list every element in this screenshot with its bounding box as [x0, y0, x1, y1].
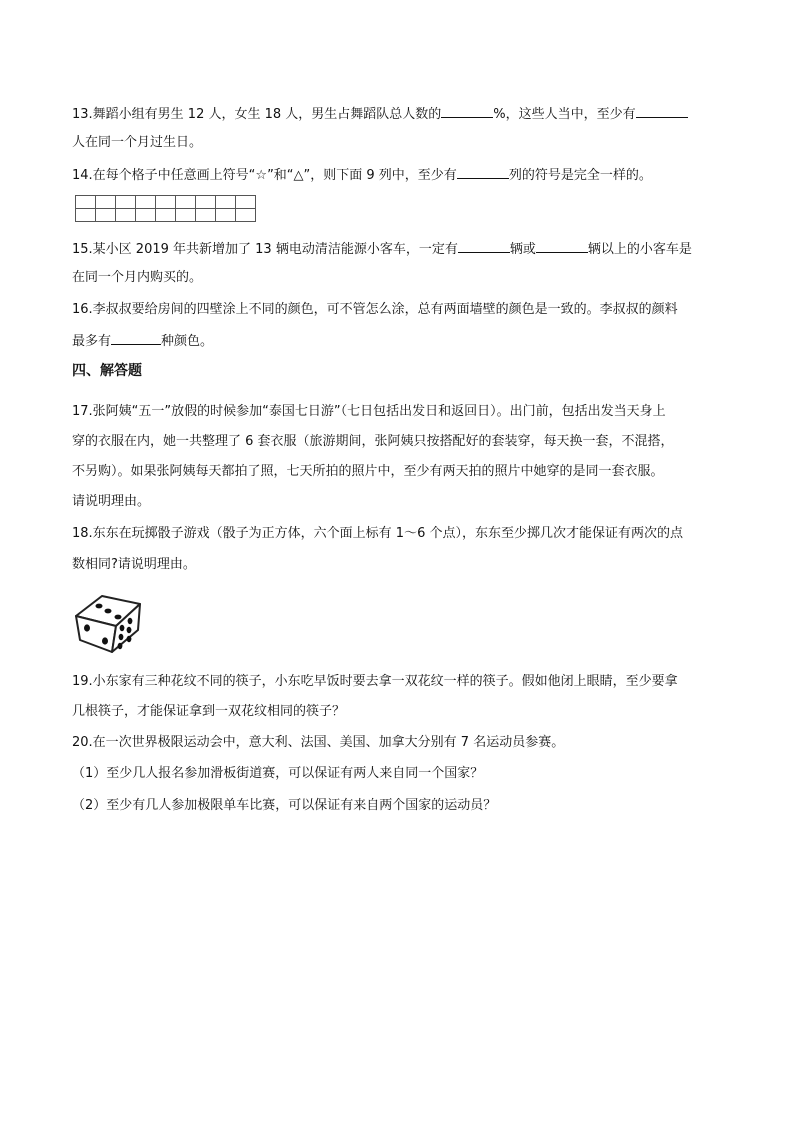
q16-line1: 16.李叔叔要给房间的四壁涂上不同的颜色，可不管怎么涂，总有两面墙壁的颜色是一致的。李叔叔的颜料: [72, 302, 678, 317]
q14-text-1: 14.在每个格子中任意画上符号“☆”和“△”，则下面 9 列中，至少有: [72, 168, 457, 183]
q16-text-1: 最多有: [72, 334, 112, 349]
q20-sub2: （2）至少有几人参加极限单车比赛，可以保证有来自两个国家的运动员？: [72, 798, 497, 813]
q14-blank[interactable]: [457, 164, 509, 179]
q16-text-2: 种颜色。: [161, 334, 214, 349]
q16-blank[interactable]: [111, 330, 161, 345]
grid-cell[interactable]: [216, 196, 236, 209]
grid-cell[interactable]: [216, 209, 236, 222]
grid-cell[interactable]: [76, 209, 96, 222]
symbol-grid: [75, 195, 256, 222]
q13-text-2: %，这些人当中，至少有: [493, 107, 636, 122]
q15-text-1: 15.某小区 2019 年共新增加了 13 辆电动清洁能源小客车，一定有: [72, 242, 458, 257]
q19-line2: 几根筷子，才能保证拿到一双花纹相同的筷子？: [72, 704, 346, 719]
q13-blank-people[interactable]: [636, 103, 688, 118]
grid-cell[interactable]: [116, 209, 136, 222]
q18-line2: 数相同?请说明理由。: [72, 557, 196, 572]
grid-row: [76, 209, 256, 222]
q17-line4: 请说明理由。: [72, 494, 151, 509]
q19-line1: 19.小东家有三种花纹不同的筷子，小东吃早饭时要去拿一双花纹一样的筷子。假如他闭上眼睛，至少要拿: [72, 674, 678, 689]
q16-line2: [72, 330, 213, 352]
grid-row: [76, 196, 256, 209]
q13-line1: [72, 103, 688, 125]
grid-cell[interactable]: [236, 196, 256, 209]
q20-sub1: （1）至少几人报名参加滑板街道赛，可以保证有两人来自同一个国家？: [72, 766, 484, 781]
grid-cell[interactable]: [136, 196, 156, 209]
q18-line1: 18.东东在玩掷骰子游戏（骰子为正方体，六个面上标有 1～6 个点），东东至少掷几次才能保证有两次的点: [72, 526, 683, 541]
grid-cell[interactable]: [196, 196, 216, 209]
grid-cell[interactable]: [156, 196, 176, 209]
q15-blank-1[interactable]: [458, 238, 510, 253]
grid-cell[interactable]: [76, 196, 96, 209]
q13-line2: 人在同一个月过生日。: [72, 135, 203, 150]
q17-line2: 穿的衣服在内，她一共整理了 6 套衣服（旅游期间，张阿姨只按搭配好的套装穿，每天换一套，不混搭，: [72, 434, 674, 449]
q14-line1: [72, 164, 652, 186]
grid-cell[interactable]: [96, 196, 116, 209]
grid-cell[interactable]: [156, 209, 176, 222]
grid-cell[interactable]: [136, 209, 156, 222]
q15-text-2: 辆或: [509, 242, 536, 257]
q13-blank-percent[interactable]: [441, 103, 493, 118]
grid-cell[interactable]: [236, 209, 256, 222]
q15-line2: 在同一个月内购买的。: [72, 270, 203, 285]
grid-cell[interactable]: [96, 209, 116, 222]
q17-line3: 不另购）。如果张阿姨每天都拍了照，七天所拍的照片中，至少有两天拍的照片中她穿的是同一套衣服。: [72, 464, 664, 479]
dice-icon: [72, 590, 144, 660]
grid-cell[interactable]: [176, 209, 196, 222]
q20-line1: 20.在一次世界极限运动会中，意大利、法国、美国、加拿大分别有 7 名运动员参赛。: [72, 735, 565, 750]
grid-cell[interactable]: [116, 196, 136, 209]
section-heading: 四、解答题: [72, 363, 142, 379]
grid-cell[interactable]: [196, 209, 216, 222]
q15-blank-2[interactable]: [536, 238, 588, 253]
q17-line1: 17.张阿姨“五一”放假的时候参加“泰国七日游”（七日包括出发日和返回日）。出门前，包括出发当天身上: [72, 404, 666, 419]
q13-text-1: 13.舞蹈小组有男生 12 人，女生 18 人，男生占舞蹈队总人数的: [72, 107, 442, 122]
q14-text-2: 列的符号是完全一样的。: [508, 168, 652, 183]
q15-text-3: 辆以上的小客车是: [587, 242, 692, 257]
q15-line1: [72, 238, 692, 260]
grid-cell[interactable]: [176, 196, 196, 209]
